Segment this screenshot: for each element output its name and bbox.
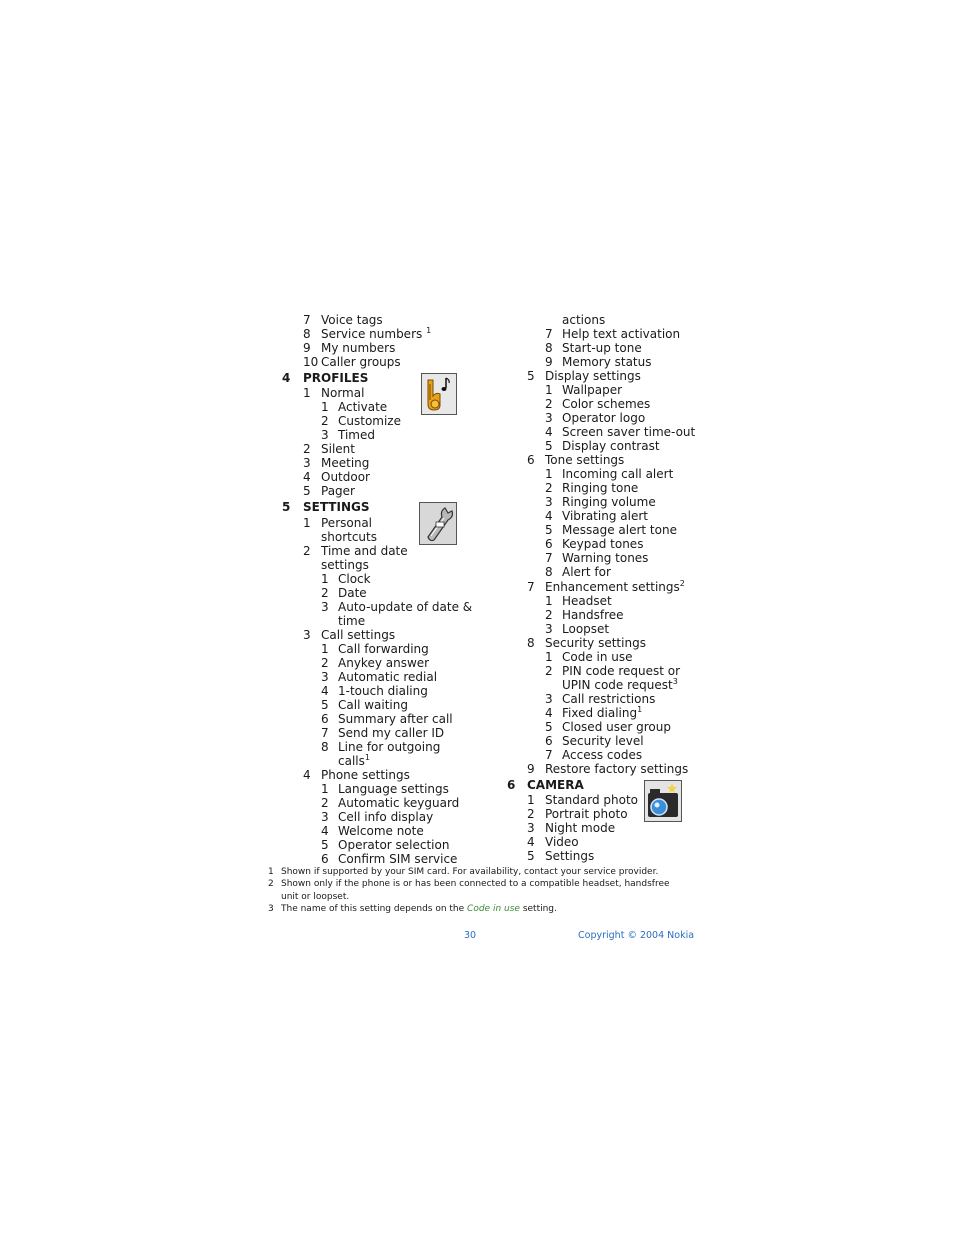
- footnote-ref: 1: [637, 705, 643, 714]
- item-number: 1: [321, 642, 329, 656]
- item-number: 4: [545, 509, 553, 523]
- item-number: 1: [527, 793, 535, 807]
- menu-item-display-settings: Display settings: [545, 369, 641, 383]
- menu-item-language-settings: Language settings: [338, 782, 449, 796]
- item-number: 6: [527, 453, 535, 467]
- menu-item-memory-status: Memory status: [562, 355, 652, 369]
- item-number: 7: [303, 313, 311, 327]
- menu-item-handsfree: Handsfree: [562, 608, 624, 622]
- item-number: 8: [545, 341, 553, 355]
- item-number: 8: [527, 636, 535, 650]
- item-number: 2: [321, 414, 329, 428]
- menu-item-closed-user-group: Closed user group: [562, 720, 671, 734]
- item-number: 1: [321, 572, 329, 586]
- menu-item-keypad-tones: Keypad tones: [562, 537, 644, 551]
- menu-item-meeting: Meeting: [321, 456, 370, 470]
- item-number: 2: [321, 796, 329, 810]
- menu-item-vibrating-alert: Vibrating alert: [562, 509, 648, 523]
- section-number: 4: [282, 371, 291, 385]
- item-number: 1: [545, 383, 553, 397]
- item-number: 5: [527, 849, 535, 863]
- menu-item-my-numbers: My numbers: [321, 341, 396, 355]
- menu-item-help-text-activation: Help text activation: [562, 327, 681, 341]
- item-number: 5: [545, 523, 553, 537]
- item-number: 7: [545, 748, 553, 762]
- menu-item-service-numbers: Service numbers $^1$: [321, 326, 432, 341]
- item-number: 5: [321, 698, 329, 712]
- item-number: 4: [303, 470, 311, 484]
- menu-item-call-settings: Call settings: [321, 628, 396, 642]
- menu-item-customize: Customize: [338, 414, 401, 428]
- menu-item-loopset: Loopset: [562, 622, 610, 636]
- menu-item-operator-logo: Operator logo: [562, 411, 646, 425]
- menu-item-silent: Silent: [321, 442, 355, 456]
- menu-item-send-caller-id: Send my caller ID: [338, 726, 445, 740]
- menu-item-normal: Normal: [321, 386, 365, 400]
- menu-item-cell-info-display: Cell info display: [338, 810, 434, 824]
- item-number: 3: [321, 810, 329, 824]
- item-number: 9: [545, 355, 553, 369]
- footnote-text: Shown only if the phone is or has been connected to a compatible headset, handsfree: [281, 879, 670, 889]
- item-number: 3: [321, 600, 329, 614]
- menu-item-date: Date: [338, 586, 367, 600]
- item-number: 2: [321, 656, 329, 670]
- item-number: 4: [545, 706, 553, 720]
- menu-item-restore-factory-settings: Restore factory settings: [545, 762, 689, 776]
- menu-item-security-level: Security level: [562, 734, 644, 748]
- menu-item-pager: Pager: [321, 484, 355, 498]
- item-number: 7: [527, 580, 535, 594]
- item-number: 2: [527, 807, 535, 821]
- menu-item-operator-selection: Operator selection: [338, 838, 450, 852]
- menu-item-headset: Headset: [562, 594, 612, 608]
- item-number: 6: [545, 734, 553, 748]
- footnote-text: The name of this setting depends on the Code in use setting.: [281, 904, 557, 914]
- item-number: 1: [303, 516, 311, 530]
- item-number: 9: [303, 341, 311, 355]
- item-number: 2: [545, 397, 553, 411]
- page-number: 30: [464, 930, 477, 941]
- item-number: 3: [545, 495, 553, 509]
- item-number: 3: [321, 428, 329, 442]
- item-number: 3: [321, 670, 329, 684]
- item-number: 6: [545, 537, 553, 551]
- item-number: 2: [545, 664, 553, 678]
- menu-item-warning-tones: Warning tones: [562, 551, 649, 565]
- menu-item-auto-update: Auto-update of date &: [338, 600, 473, 614]
- menu-item-access-codes: Access codes: [562, 748, 643, 762]
- menu-item-automatic-keyguard: Automatic keyguard: [338, 796, 460, 810]
- footnote-ref: 1: [364, 753, 370, 762]
- menu-item-one-touch-dialing: 1-touch dialing: [338, 684, 428, 698]
- footnote-text: Shown if supported by your SIM card. For availability, contact your service provider.: [281, 867, 659, 877]
- menu-item-caller-groups: Caller groups: [321, 355, 401, 369]
- menu-item-time-and-date: Time and date: [321, 544, 408, 558]
- item-number: 1: [303, 386, 311, 400]
- menu-item-voice-tags: Voice tags: [321, 313, 383, 327]
- menu-item-tone-settings: Tone settings: [545, 453, 625, 467]
- item-number: 3: [527, 821, 535, 835]
- menu-item-standard-photo: Standard photo: [545, 793, 639, 807]
- menu-item-summary-after-call: Summary after call: [338, 712, 453, 726]
- item-number: 2: [303, 544, 311, 558]
- item-number: 5: [545, 720, 553, 734]
- section-number: 5: [282, 500, 291, 514]
- menu-item-display-contrast: Display contrast: [562, 439, 660, 453]
- item-number: 4: [321, 684, 329, 698]
- item-number: 8: [321, 740, 329, 754]
- item-number: 3: [545, 692, 553, 706]
- footnote-ref: 2: [679, 579, 685, 588]
- footnote-ref: 1: [426, 326, 432, 335]
- item-number: 9: [527, 762, 535, 776]
- menu-item-security-settings: Security settings: [545, 636, 646, 650]
- item-number: 8: [545, 565, 553, 579]
- menu-item-enhancement-settings: Enhancement settings$^2$: [545, 579, 685, 594]
- item-number: 10: [303, 355, 319, 369]
- menu-item-fixed-dialing: Fixed dialing$^1$: [562, 705, 643, 720]
- menu-item-camera-settings: Settings: [545, 849, 595, 863]
- menu-item-screen-saver: Screen saver time-out: [562, 425, 696, 439]
- item-number: 2: [545, 608, 553, 622]
- section-title-profiles: PROFILES: [303, 371, 369, 385]
- menu-item-phone-settings: Phone settings: [321, 768, 410, 782]
- menu-item-shortcuts-cont: shortcuts: [321, 530, 377, 544]
- item-number: 8: [303, 327, 311, 341]
- footnote-number: 3: [268, 904, 274, 914]
- menu-item-call-waiting: Call waiting: [338, 698, 408, 712]
- menu-item-call-forwarding: Call forwarding: [338, 642, 429, 656]
- item-number: 2: [303, 442, 311, 456]
- item-number: 1: [545, 594, 553, 608]
- item-number: 7: [321, 726, 329, 740]
- menu-item-automatic-redial: Automatic redial: [338, 670, 438, 684]
- menu-item-incoming-call-alert: Incoming call alert: [562, 467, 674, 481]
- menu-item-code-in-use: Code in use: [562, 650, 633, 664]
- item-number: 5: [527, 369, 535, 383]
- item-number: 5: [545, 439, 553, 453]
- item-number: 2: [321, 586, 329, 600]
- item-number: 7: [545, 551, 553, 565]
- menu-item-timed: Timed: [338, 428, 375, 442]
- item-number: 1: [545, 467, 553, 481]
- item-number: 6: [321, 712, 329, 726]
- menu-item-alert-for: Alert for: [562, 565, 611, 579]
- item-number: 3: [545, 411, 553, 425]
- menu-item-night-mode: Night mode: [545, 821, 616, 835]
- item-number: 2: [545, 481, 553, 495]
- menu-item-settings-cont: settings: [321, 558, 369, 572]
- item-number: 4: [545, 425, 553, 439]
- footnote-number: 1: [268, 867, 274, 877]
- menu-item-clock: Clock: [338, 572, 371, 586]
- menu-item-confirm-sim-service: Confirm SIM service: [338, 852, 458, 866]
- item-number: 4: [303, 768, 311, 782]
- menu-item-wallpaper: Wallpaper: [562, 383, 623, 397]
- copyright: Copyright © 2004 Nokia: [578, 930, 695, 941]
- menu-item-personal: Personal: [321, 516, 373, 530]
- menu-item-outdoor: Outdoor: [321, 470, 370, 484]
- section-title-camera: CAMERA: [527, 778, 584, 792]
- menu-item-call-restrictions: Call restrictions: [562, 692, 656, 706]
- menu-item-line-for-outgoing: Line for outgoing: [338, 740, 441, 754]
- menu-item-ringing-volume: Ringing volume: [562, 495, 656, 509]
- footnote-ref: 3: [672, 677, 678, 686]
- menu-item-pin-code-request: PIN code request or: [562, 664, 681, 678]
- menu-item-activate: Activate: [338, 400, 388, 414]
- item-number: 5: [321, 838, 329, 852]
- item-number: 3: [303, 456, 311, 470]
- menu-item-message-alert-tone: Message alert tone: [562, 523, 677, 537]
- item-number: 5: [303, 484, 311, 498]
- item-number: 3: [303, 628, 311, 642]
- item-number: 4: [527, 835, 535, 849]
- item-number: 1: [545, 650, 553, 664]
- settings-wrench-icon: [419, 502, 457, 545]
- menu-item-calls-cont: calls$^1$: [338, 753, 370, 768]
- profiles-music-icon: [421, 373, 457, 415]
- item-number: 6: [321, 852, 329, 866]
- menu-item-actions-cont: actions: [562, 313, 606, 327]
- menu-item-ringing-tone: Ringing tone: [562, 481, 639, 495]
- menu-item-video: Video: [545, 835, 579, 849]
- camera-icon: [644, 780, 682, 822]
- footnote-number: 2: [268, 879, 274, 889]
- item-number: 1: [321, 782, 329, 796]
- menu-item-color-schemes: Color schemes: [562, 397, 651, 411]
- menu-item-anykey-answer: Anykey answer: [338, 656, 430, 670]
- footnote-text-cont: unit or loopset.: [281, 892, 350, 902]
- section-number: 6: [507, 778, 516, 792]
- item-number: 3: [545, 622, 553, 636]
- menu-item-welcome-note: Welcome note: [338, 824, 424, 838]
- item-number: 7: [545, 327, 553, 341]
- menu-item-upin-code-request: UPIN code request$^3$: [562, 677, 678, 692]
- code-in-use-term: Code in use: [467, 904, 520, 914]
- section-title-settings: SETTINGS: [303, 500, 370, 514]
- menu-item-portrait-photo: Portrait photo: [545, 807, 628, 821]
- item-number: 4: [321, 824, 329, 838]
- menu-item-time-cont: time: [338, 614, 366, 628]
- item-number: 1: [321, 400, 329, 414]
- menu-item-start-up-tone: Start-up tone: [562, 341, 642, 355]
